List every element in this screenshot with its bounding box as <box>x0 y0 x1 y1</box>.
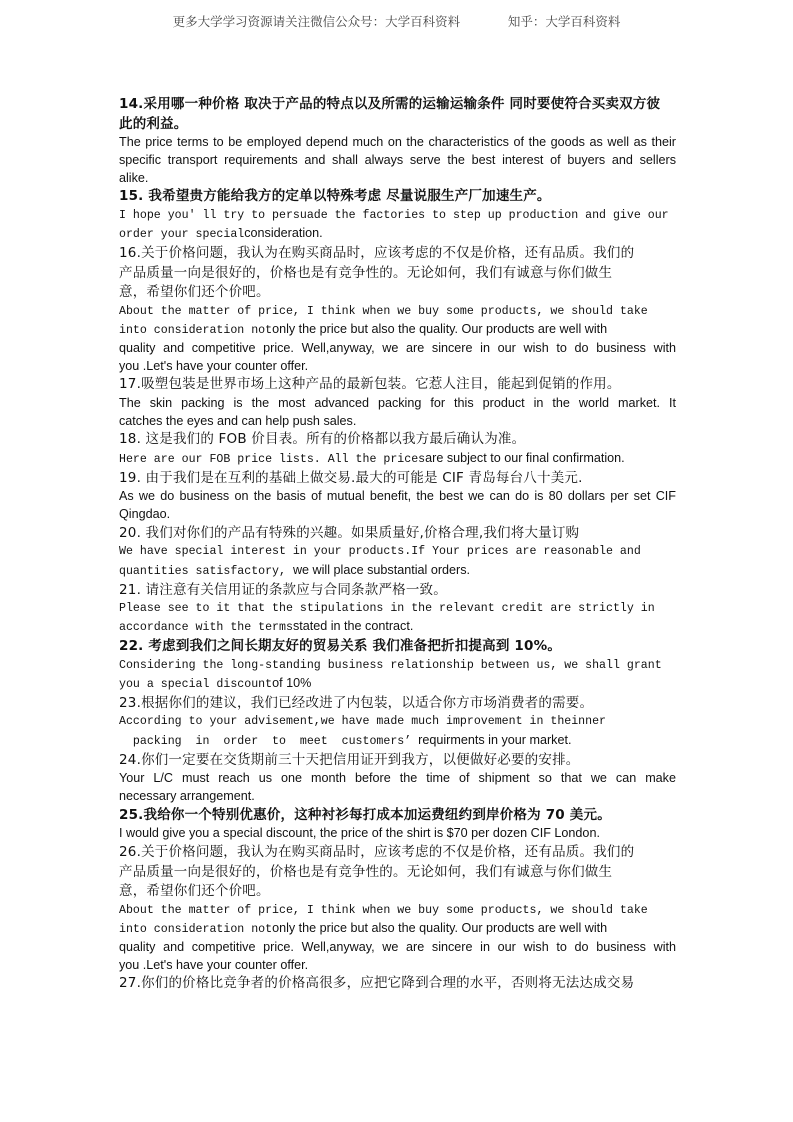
entry-23-en-sans-part: requirments in your market. <box>418 732 572 747</box>
entry-16-zh-line-1: 16.关于价格问题，我认为在购买商品时，应该考虑的不仅是价格，还有品质。我们的 <box>119 245 635 262</box>
entry-24-en-line-1: Your L/C must reach us one month before the time of shipment so that we can make <box>119 771 676 786</box>
entry-25-zh-line-1: 25.我给你一个特别优惠价，这种衬衫每打成本加运费纽约到岸价格为 70 美元。 <box>119 806 611 823</box>
entry-25 <box>119 806 676 843</box>
entry-16-en-line-2 <box>119 321 676 340</box>
entry-23-zh-line-1: 23.根据你们的建议，我们已经改进了内包装，以适合你方市场消费者的需要。 <box>119 694 594 711</box>
entry-21-en-mono-part: accordance with the terms <box>119 621 293 635</box>
entry-16-en-line-3: quality and competitive price. Well,anyway, we are sincere in our wish to do business with <box>119 340 676 355</box>
entry-17 <box>119 375 676 430</box>
document-body <box>119 95 676 994</box>
entry-26-en-line-1: About the matter of price, I think when we buy some products, we should take <box>119 903 648 917</box>
entry-22-zh-line-1: 22. 考虑到我们之间长期友好的贸易关系 我们准备把折扣提高到 10%。 <box>119 638 562 655</box>
entry-22-en-line-2 <box>119 675 676 694</box>
entry-20-en-sans-part: we will place substantial orders. <box>292 562 471 577</box>
entry-15-en-mono-part: order your special <box>119 228 245 242</box>
entry-26-zh-line-1: 26.关于价格问题，我认为在购买商品时，应该考虑的不仅是价格，还有品质。我们的 <box>119 844 635 861</box>
entry-17-zh-line-1: 17.吸塑包装是世界市场上这种产品的最新包装。它惹人注目，能起到促销的作用。 <box>119 376 621 393</box>
entry-20-en-line-1: We have special interest in your products.If Your prices are reasonable and <box>119 545 641 559</box>
entry-15-en-line-2 <box>119 225 676 244</box>
page-header <box>0 12 793 30</box>
entry-23-en-line-2 <box>119 732 676 751</box>
entry-14 <box>119 95 676 187</box>
entry-27-zh-line-1: 27.你们的价格比竞争者的价格高很多，应把它降到合理的水平，否则将无法达成交易 <box>119 975 635 992</box>
entry-22-en-mono-part: you a special discount <box>119 678 273 692</box>
entry-24 <box>119 751 676 806</box>
entry-16-en-mono-part: into consideration not <box>119 324 273 337</box>
entry-16 <box>119 244 676 375</box>
entry-21-en-sans-part: stated in the contract. <box>292 619 414 634</box>
entry-22-en-line-1: Considering the long-standing business relationship between us, we shall grant <box>119 658 662 672</box>
entry-22-en-sans-part: of 10% <box>272 676 312 691</box>
entry-16-zh-line-2: 产品质量一向是很好的，价格也是有竞争性的。无论如何，我们有诚意与你们做生 <box>119 264 613 281</box>
entry-21-en-line-2 <box>119 618 676 637</box>
entry-25-en-line-1: I would give you a special discount, the price of the shirt is $70 per dozen CIF London. <box>119 826 600 841</box>
entry-18 <box>119 430 676 468</box>
entry-26-en-line-3: quality and competitive price. Well,anyway, we are sincere in our wish to do business with <box>119 939 676 954</box>
entry-26-en-line-2 <box>119 920 676 939</box>
entry-26-en-line-4: you .Let's have your counter offer. <box>119 957 309 972</box>
entry-18-zh-line-1: 18. 这是我们的 FOB 价目表。所有的价格都以我方最后确认为准。 <box>119 431 526 448</box>
entry-24-zh-line-1: 24.你们一定要在交货期前三十天把信用证开到我方，以便做好必要的安排。 <box>119 751 580 768</box>
header-wechat-note: 更多大学学习资源请关注微信公众号：大学百科资料 <box>172 14 461 29</box>
entry-19 <box>119 469 676 524</box>
entry-19-zh-line-1: 19. 由于我们是在互利的基础上做交易.最大的可能是 CIF 青岛每台八十美元. <box>119 469 583 486</box>
entry-20-en-mono-part: quantities satisfactory, <box>119 564 293 578</box>
entry-27 <box>119 974 676 994</box>
entry-18-en-mono-part: Here are our FOB price lists. All the prices <box>119 452 426 466</box>
entry-26 <box>119 843 676 974</box>
entry-19-en-line-2: Qingdao. <box>119 507 171 522</box>
entry-15-en-sans-part: consideration. <box>244 226 323 241</box>
entry-16-en-sans-part: only the price but also the quality. Our products are well with <box>272 322 608 336</box>
entry-16-en-line-1: About the matter of price, I think when we buy some products, we should take <box>119 304 648 318</box>
entry-19-en-line-1: As we do business on the basis of mutual benefit, the best we can do is 80 dollars per set CIF <box>119 489 676 504</box>
entry-21-en-line-1: Please see to it that the stipulations in the relevant credit are strictly in <box>119 602 655 616</box>
entry-15-en-line-1: I hope you' ll try to persuade the factories to step up production and give our <box>119 208 669 222</box>
entry-14-en-line-1: The price terms to be employed depend much on the characteristics of the goods as well as their <box>119 135 676 149</box>
entry-14-en-line-2: specific transport requirements and shall always serve the best interest of buyers and sellers <box>119 152 676 167</box>
entry-21-zh-line-1: 21. 请注意有关信用证的条款应与合同条款严格一致。 <box>119 581 447 598</box>
entry-22 <box>119 637 676 694</box>
entry-26-en-mono-part: into consideration not <box>119 922 273 936</box>
entry-18-en-sans-part: are subject to our final confirmation. <box>425 450 625 465</box>
entry-24-en-line-2: necessary arrangement. <box>119 788 255 803</box>
entry-20 <box>119 524 676 581</box>
entry-20-zh-line-1: 20. 我们对你们的产品有特殊的兴趣。如果质量好,价格合理,我们将大量订购 <box>119 524 580 541</box>
entry-17-en-line-1: The skin packing is the most advanced packing for this product in the world market. It <box>119 395 676 410</box>
entry-26-zh-line-2: 产品质量一向是很好的，价格也是有竞争性的。无论如何，我们有诚意与你们做生 <box>119 863 613 880</box>
entry-14-zh-line-2: 此的利益。 <box>119 115 188 132</box>
entry-17-en-line-2: catches the eyes and can help push sales. <box>119 413 357 428</box>
header-zhihu-note: 知乎：大学百科资料 <box>507 14 621 29</box>
entry-26-zh-line-3: 意，希望你们还个价吧。 <box>119 883 270 900</box>
entry-15-zh-line-1: 15. 我希望贵方能给我方的定单以特殊考虑 尽量说服生产厂加速生产。 <box>119 188 551 205</box>
entry-16-zh-line-3: 意，希望你们还个价吧。 <box>119 284 270 301</box>
entry-15 <box>119 187 676 244</box>
entry-16-en-line-4: you .Let's have your counter offer. <box>119 358 309 373</box>
entry-18-en-line-1 <box>119 450 676 469</box>
entry-20-en-line-2 <box>119 562 676 581</box>
entry-26-en-sans-part: only the price but also the quality. Our products are well with <box>272 920 608 935</box>
entry-23-en-mono-part: packing in order to meet customers’ <box>119 734 419 748</box>
entry-14-en-line-3: alike. <box>119 170 149 185</box>
entry-21 <box>119 581 676 638</box>
entry-23-en-line-1: According to your advisement,we have made much improvement in theinner <box>119 715 607 729</box>
entry-14-zh-line-1: 14.采用哪一种价格 取决于产品的特点以及所需的运输运输条件 同时要使符合买卖双方彼 <box>119 96 661 112</box>
entry-23 <box>119 694 676 751</box>
